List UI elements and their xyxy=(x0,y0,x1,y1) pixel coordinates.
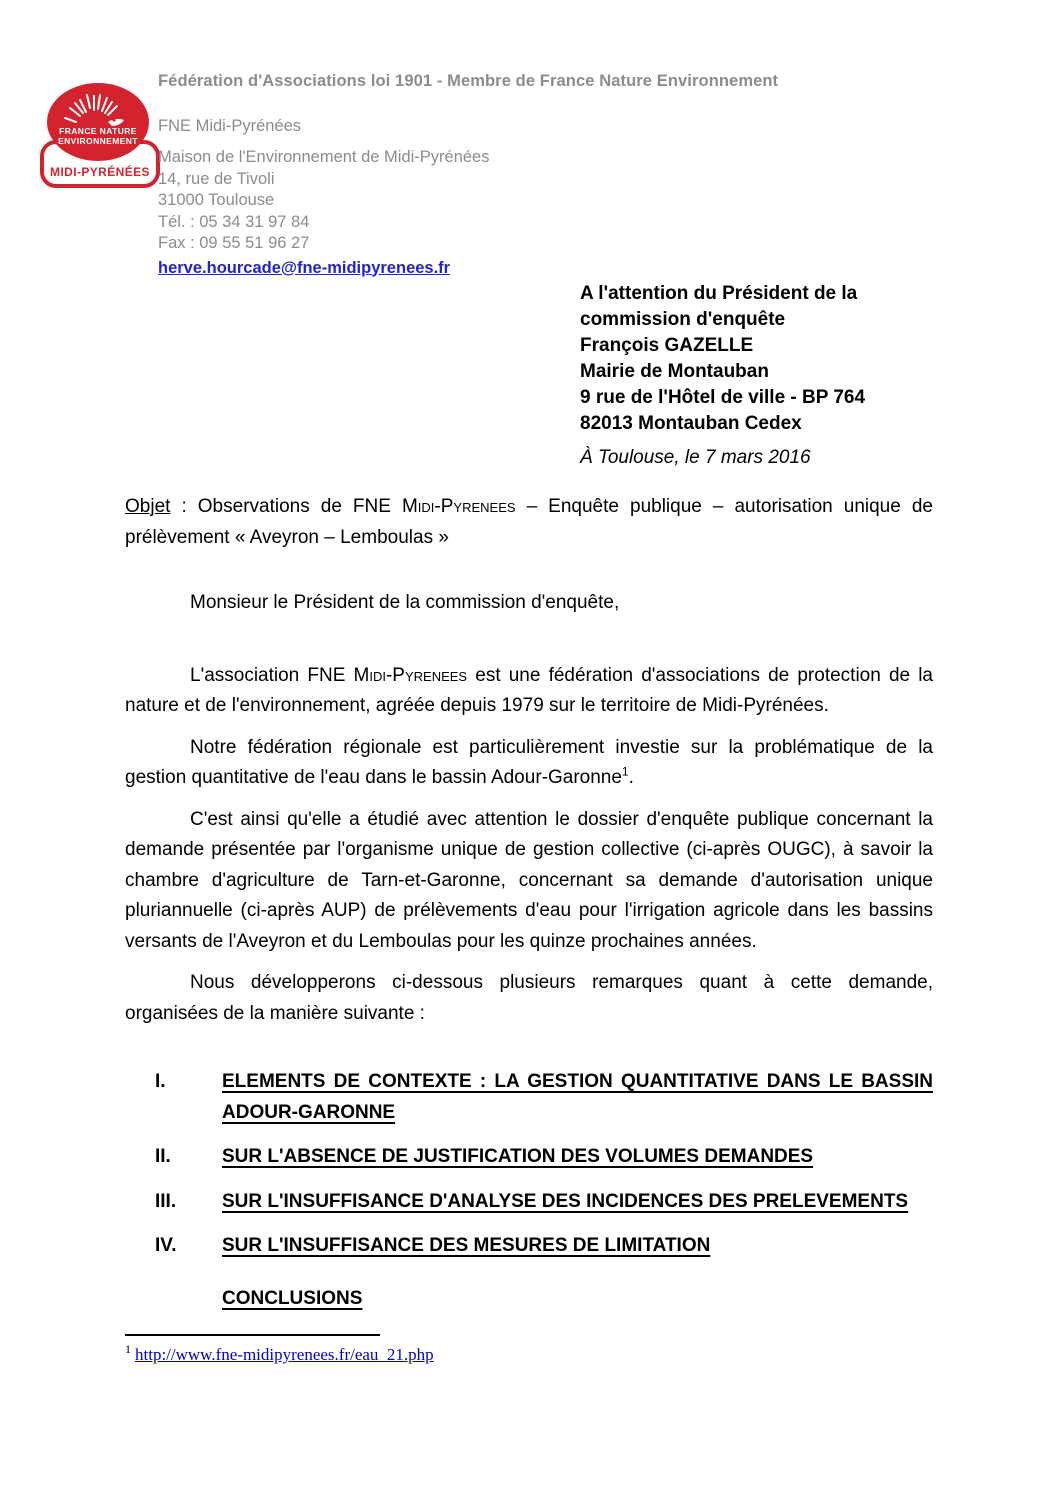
outline-numeral: III. xyxy=(155,1190,177,1212)
paragraph-1-org-smallcaps: Midi-Pyrenees xyxy=(353,664,468,686)
object-label: Objet xyxy=(125,496,171,517)
outline-item-2 xyxy=(125,1142,933,1173)
object-text: – Enquête publique – autorisation unique de prélèvement « Aveyron – Lemboulas » xyxy=(125,496,933,548)
object-org-smallcaps: Midi-Pyrenees xyxy=(401,496,516,517)
address-line: 31000 Toulouse xyxy=(158,191,275,209)
outline-numeral xyxy=(155,1284,222,1315)
paragraph-2-text: Notre fédération régionale est particulièrement investie sur la problématique de la gestion quantitative de l'eau dans le bassin Adour-Garonne xyxy=(125,736,933,788)
object-text: Observations de FNE xyxy=(197,496,402,517)
paragraph-3: C'est ainsi qu'elle a étudié avec attention le dossier d'enquête publique concernant la demande présentée par l'organisme unique de gestion collective (ci-après OUGC), à savoir la chambre d'agriculture de Tarn-et-Garonne, concernant sa demande d'autorisation unique pluriannuelle (ci-après AUP) de prélèvements d'eau pour l'irrigation agricole dans les bassins versants de l'Aveyron et du Lemboulas pour les quinze prochaines années. xyxy=(125,808,933,952)
address-line: Maison de l'Environnement de Midi-Pyrénées xyxy=(158,148,490,166)
outline-title: CONCLUSIONS xyxy=(222,1287,363,1309)
fne-logo xyxy=(38,82,162,192)
address-block xyxy=(158,147,858,255)
recipient-line: 82013 Montauban Cedex xyxy=(580,413,802,434)
outline-title: SUR L'INSUFFISANCE D'ANALYSE DES INCIDENCES DES PRELEVEMENTS xyxy=(222,1190,909,1212)
letterhead xyxy=(158,72,858,278)
paragraph-1 xyxy=(125,661,933,722)
address-line: 14, rue de Tivoli xyxy=(158,169,275,188)
outline-title: SUR L'INSUFFISANCE DES MESURES DE LIMITATION xyxy=(222,1235,711,1256)
letter-body xyxy=(125,492,933,1314)
outline-title: ELEMENTS DE CONTEXTE : LA GESTION QUANTITATIVE DANS LE BASSIN ADOUR-GARONNE xyxy=(222,1071,933,1123)
logo-region-label: MIDI-PYRÉNÉES xyxy=(50,165,150,179)
federation-line: Fédération d'Associations loi 1901 - Membre de France Nature Environnement xyxy=(158,72,779,90)
fne-logo-graphic xyxy=(38,82,162,192)
logo-org-line1: FRANCE NATURE xyxy=(59,126,137,136)
outline-item-4 xyxy=(125,1231,933,1262)
recipient-line: A l'attention du Président de la xyxy=(580,283,858,304)
outline-item-3 xyxy=(125,1187,933,1218)
footnote-number: 1 xyxy=(125,1342,131,1356)
paragraph-1-text: L'association FNE xyxy=(190,664,354,686)
outline-numeral: I. xyxy=(155,1071,166,1092)
recipient-block xyxy=(580,281,865,437)
object-separator: : xyxy=(170,496,198,517)
paragraph-2 xyxy=(125,733,933,794)
footnote-area xyxy=(125,1334,725,1365)
recipient-line: 9 rue de l'Hôtel de ville - BP 764 xyxy=(580,387,866,408)
footnote-link[interactable]: http://www.fne-midipyrenees.fr/eau_21.php xyxy=(135,1344,434,1364)
logo-org-line2: ENVIRONNEMENT xyxy=(58,136,138,146)
outline-item-1 xyxy=(125,1067,933,1128)
email-link[interactable]: herve.hourcade@fne-midipyrenees.fr xyxy=(158,258,451,277)
footnote-separator xyxy=(125,1334,380,1336)
paragraph-1-text: est une fédération d'associations de protection de la nature et de l'environnement, agréée depuis 1979 sur le territoire de Midi-Pyrénées. xyxy=(125,664,934,716)
outline-title: SUR L'ABSENCE DE JUSTIFICATION DES VOLUMES DEMANDES xyxy=(222,1146,814,1167)
fax-line: Fax : 09 55 51 96 27 xyxy=(158,234,310,252)
recipient-line: commission d'enquête xyxy=(580,309,786,330)
paragraph-2-text: . xyxy=(628,767,634,788)
outline-list xyxy=(125,1067,933,1314)
recipient-line: François GAZELLE xyxy=(580,335,754,356)
paragraph-4: Nous développerons ci-dessous plusieurs remarques quant à cette demande, organisées de la manière suivante : xyxy=(125,972,933,1024)
phone-line: Tél. : 05 34 31 97 84 xyxy=(158,212,310,231)
outline-item-conclusions xyxy=(125,1284,933,1315)
outline-numeral: IV. xyxy=(155,1235,177,1256)
outline-numeral: II. xyxy=(155,1146,171,1167)
salutation: Monsieur le Président de la commission d'enquête, xyxy=(190,592,620,613)
dateline: À Toulouse, le 7 mars 2016 xyxy=(580,447,811,468)
org-name: FNE Midi-Pyrénées xyxy=(158,117,302,135)
object-line xyxy=(125,492,933,553)
logo-emblem xyxy=(47,83,149,161)
footnote-reference: 1 xyxy=(621,764,629,779)
recipient-line: Mairie de Montauban xyxy=(580,361,769,382)
